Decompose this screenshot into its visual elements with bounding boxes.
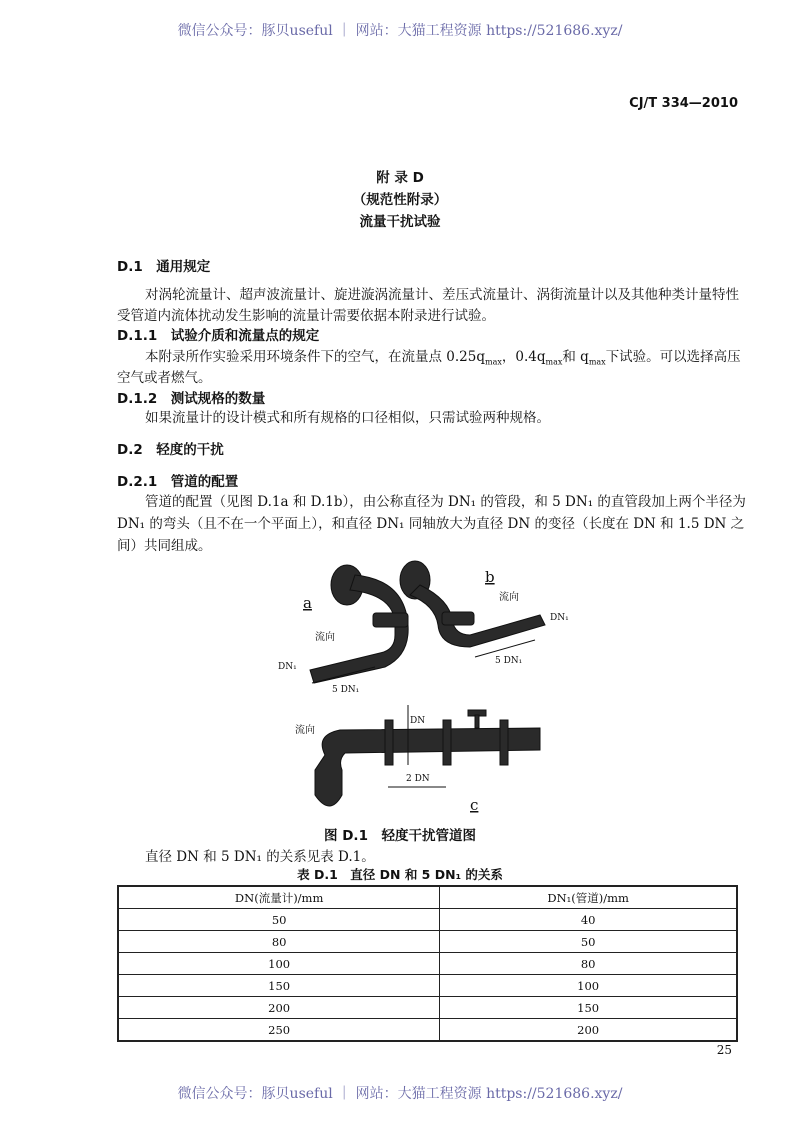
table-row	[118, 931, 737, 953]
cell: 100	[118, 953, 440, 975]
page-number: 25	[716, 1043, 732, 1057]
para-d11-2: 空气或者燃气。	[117, 370, 212, 386]
para-d12: 如果流量计的设计模式和所有规格的口径相似，只需试验两种规格。	[145, 410, 550, 426]
watermark-bottom: 微信公众号：豚贝useful ｜ 网站：大猫工程资源 https://521686.xyz/	[177, 1086, 623, 1102]
relation-table	[117, 885, 738, 1042]
cell: 250	[118, 1019, 440, 1042]
pipe-a	[310, 575, 408, 683]
cell: 200	[118, 997, 440, 1019]
figure-caption: 图 D.1 轻度干扰管道图	[324, 828, 476, 844]
cell: 150	[440, 997, 737, 1019]
para-d21-1: 管道的配置（见图 D.1a 和 D.1b），由公称直径为 DN₁ 的管段，和 5 DN₁ 的直管段加上两个半径为	[145, 494, 746, 510]
para-d21-3: 间）共同组成。	[117, 538, 212, 554]
cell: 80	[118, 931, 440, 953]
heading-d11: D.1.1 试验介质和流量点的规定	[117, 328, 320, 344]
flange-b2	[442, 612, 474, 625]
flow-label-c: 流向	[295, 725, 315, 736]
appendix-title: 附 录 D	[376, 170, 424, 186]
cell: 50	[440, 931, 737, 953]
table-row	[118, 997, 737, 1019]
two-dn-label: 2 DN	[406, 774, 430, 784]
para-d11-1: 本附录所作实验采用环境条件下的空气，在流量点 $0.25q_{max}$，$0.4q_{max}$和 $q_{max}$下试验。可以选择高压	[145, 349, 741, 367]
flow-label-a: 流向	[315, 632, 335, 643]
flange-a2	[373, 613, 408, 627]
pipe-b	[410, 585, 545, 647]
appendix-name: 流量干扰试验	[359, 214, 441, 230]
label-b: b	[485, 568, 495, 586]
table-row	[118, 975, 737, 997]
table-row	[118, 1019, 737, 1042]
label-c: c	[470, 796, 479, 814]
table-row	[118, 953, 737, 975]
heading-d1: D.1 通用规定	[117, 259, 211, 275]
cell: 50	[118, 909, 440, 931]
heading-d2: D.2 轻度的干扰	[117, 442, 224, 458]
cell: 40	[440, 909, 737, 931]
flange-c3	[500, 720, 508, 765]
table-header: DN₁(管道)/mm	[440, 886, 737, 909]
cell: 80	[440, 953, 737, 975]
flow-label-b: 流向	[499, 592, 519, 603]
cell: 200	[440, 1019, 737, 1042]
para-d1-1: 对涡轮流量计、超声波流量计、旋进漩涡流量计、差压式流量计、涡街流量计以及其他种类计量特性	[145, 287, 739, 303]
dn-label: DN	[410, 716, 426, 726]
table-reference: 直径 DN 和 5 DN₁ 的关系见表 D.1。	[145, 849, 375, 865]
pipe-figure	[270, 555, 590, 825]
heading-d21: D.2.1 管道的配置	[117, 474, 239, 490]
cell: 150	[118, 975, 440, 997]
appendix-type: （规范性附录）	[352, 192, 448, 208]
dn1-label-a: DN₁	[278, 662, 297, 672]
table-header: DN(流量计)/mm	[118, 886, 440, 909]
para-d1-2: 受管道内流体扰动发生影响的流量计需要依据本附录进行试验。	[117, 308, 495, 324]
heading-d12: D.1.2 测试规格的数量	[117, 391, 266, 407]
table-row	[118, 909, 737, 931]
dn1-label-b: DN₁	[550, 613, 569, 623]
five-dn1-label-b: 5 DN₁	[495, 656, 523, 666]
five-dn1-label-a: 5 DN₁	[332, 685, 360, 695]
flange-c2	[443, 720, 451, 765]
para-d21-2: DN₁ 的弯头（且不在一个平面上），和直径 DN₁ 同轴放大为直径 DN 的变径（长度在 DN 和 1.5 DN 之	[117, 516, 745, 532]
standard-code: CJ/T 334—2010	[629, 96, 738, 111]
flange-c1	[385, 720, 393, 765]
meter-stem	[475, 715, 479, 728]
label-a: a	[303, 594, 312, 612]
cell: 100	[440, 975, 737, 997]
watermark-top: 微信公众号：豚贝useful ｜ 网站：大猫工程资源 https://521686.xyz/	[177, 23, 623, 39]
table-title: 表 D.1 直径 DN 和 5 DN₁ 的关系	[297, 867, 503, 882]
